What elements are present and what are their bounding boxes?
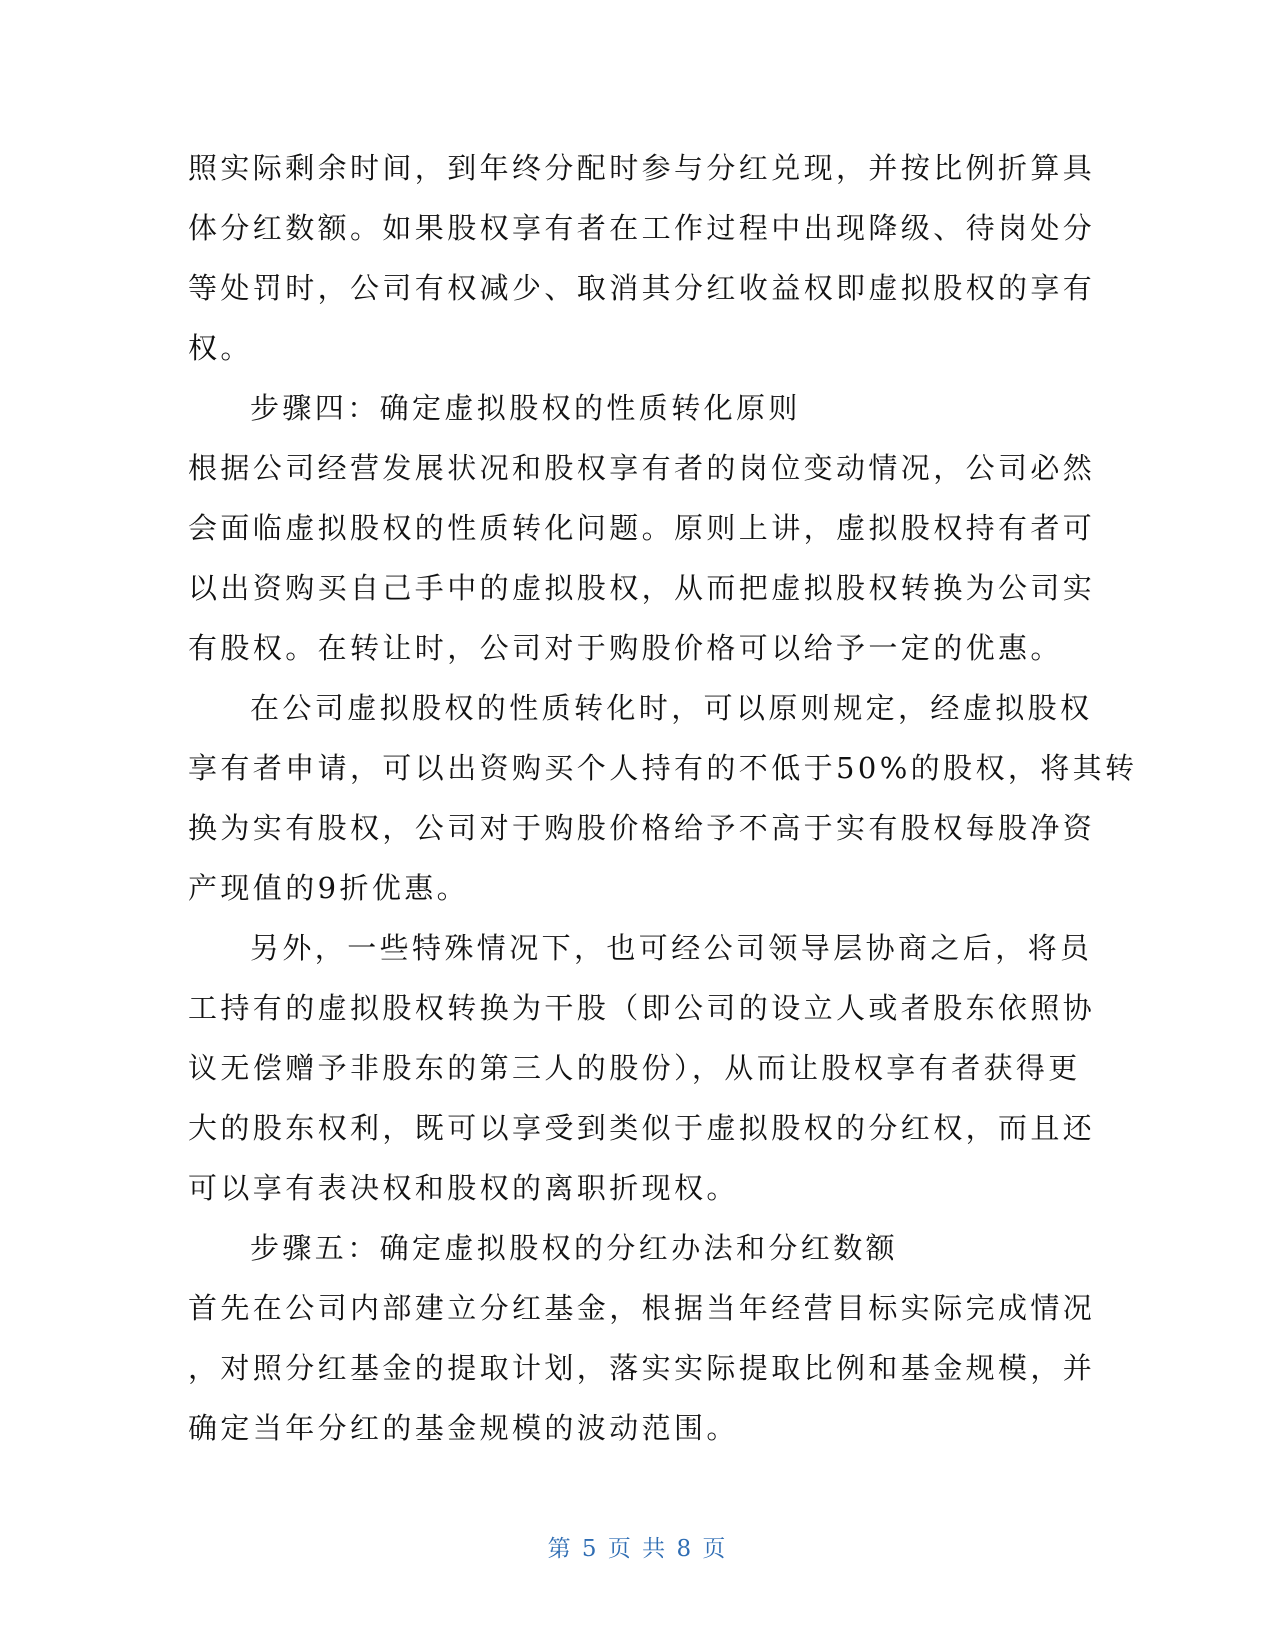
text-line: 产现值的9折优惠。: [188, 871, 470, 905]
page-number-footer: 第 5 页 共 8 页: [547, 1536, 728, 1562]
text-line: 大的股东权利，既可以享受到类似于虚拟股权的分红权，而且还: [188, 1111, 1096, 1145]
section-heading-step-five: 步骤五：确定虚拟股权的分红办法和分红数额: [250, 1231, 899, 1265]
text-line: 享有者申请，可以出资购买个人持有的不低于50%的股权，将其转: [188, 751, 1138, 785]
text-line: 体分红数额。如果股权享有者在工作过程中出现降级、待岗处分: [188, 211, 1096, 245]
text-line: ，对照分红基金的提取计划，落实实际提取比例和基金规模，并: [188, 1351, 1096, 1385]
text-line: 可以享有表决权和股权的离职折现权。: [188, 1171, 739, 1205]
text-line: 确定当年分红的基金规模的波动范围。: [188, 1411, 739, 1445]
document-body: [188, 138, 1138, 1458]
text-line: 以出资购买自己手中的虚拟股权，从而把虚拟股权转换为公司实: [188, 571, 1096, 605]
text-line: 在公司虚拟股权的性质转化时，可以原则规定，经虚拟股权: [250, 691, 1093, 725]
text-line: 有股权。在转让时，公司对于购股价格可以给予一定的优惠。: [188, 631, 1063, 665]
text-line: 根据公司经营发展状况和股权享有者的岗位变动情况，公司必然: [188, 451, 1096, 485]
text-line: 权。: [188, 331, 253, 365]
text-line: 首先在公司内部建立分红基金，根据当年经营目标实际完成情况: [188, 1291, 1096, 1325]
text-line: 议无偿赠予非股东的第三人的股份），从而让股权享有者获得更: [188, 1051, 1081, 1085]
section-heading-step-four: 步骤四：确定虚拟股权的性质转化原则: [250, 391, 801, 425]
text-line: 另外，一些特殊情况下，也可经公司领导层协商之后，将员: [250, 931, 1093, 965]
text-line: 照实际剩余时间，到年终分配时参与分红兑现，并按比例折算具: [188, 151, 1096, 185]
text-line: 换为实有股权，公司对于购股价格给予不高于实有股权每股净资: [188, 811, 1096, 845]
text-line: 会面临虚拟股权的性质转化问题。原则上讲，虚拟股权持有者可: [188, 511, 1096, 545]
text-line: 等处罚时，公司有权减少、取消其分红收益权即虚拟股权的享有: [188, 271, 1096, 305]
text-line: 工持有的虚拟股权转换为干股（即公司的设立人或者股东依照协: [188, 991, 1096, 1025]
